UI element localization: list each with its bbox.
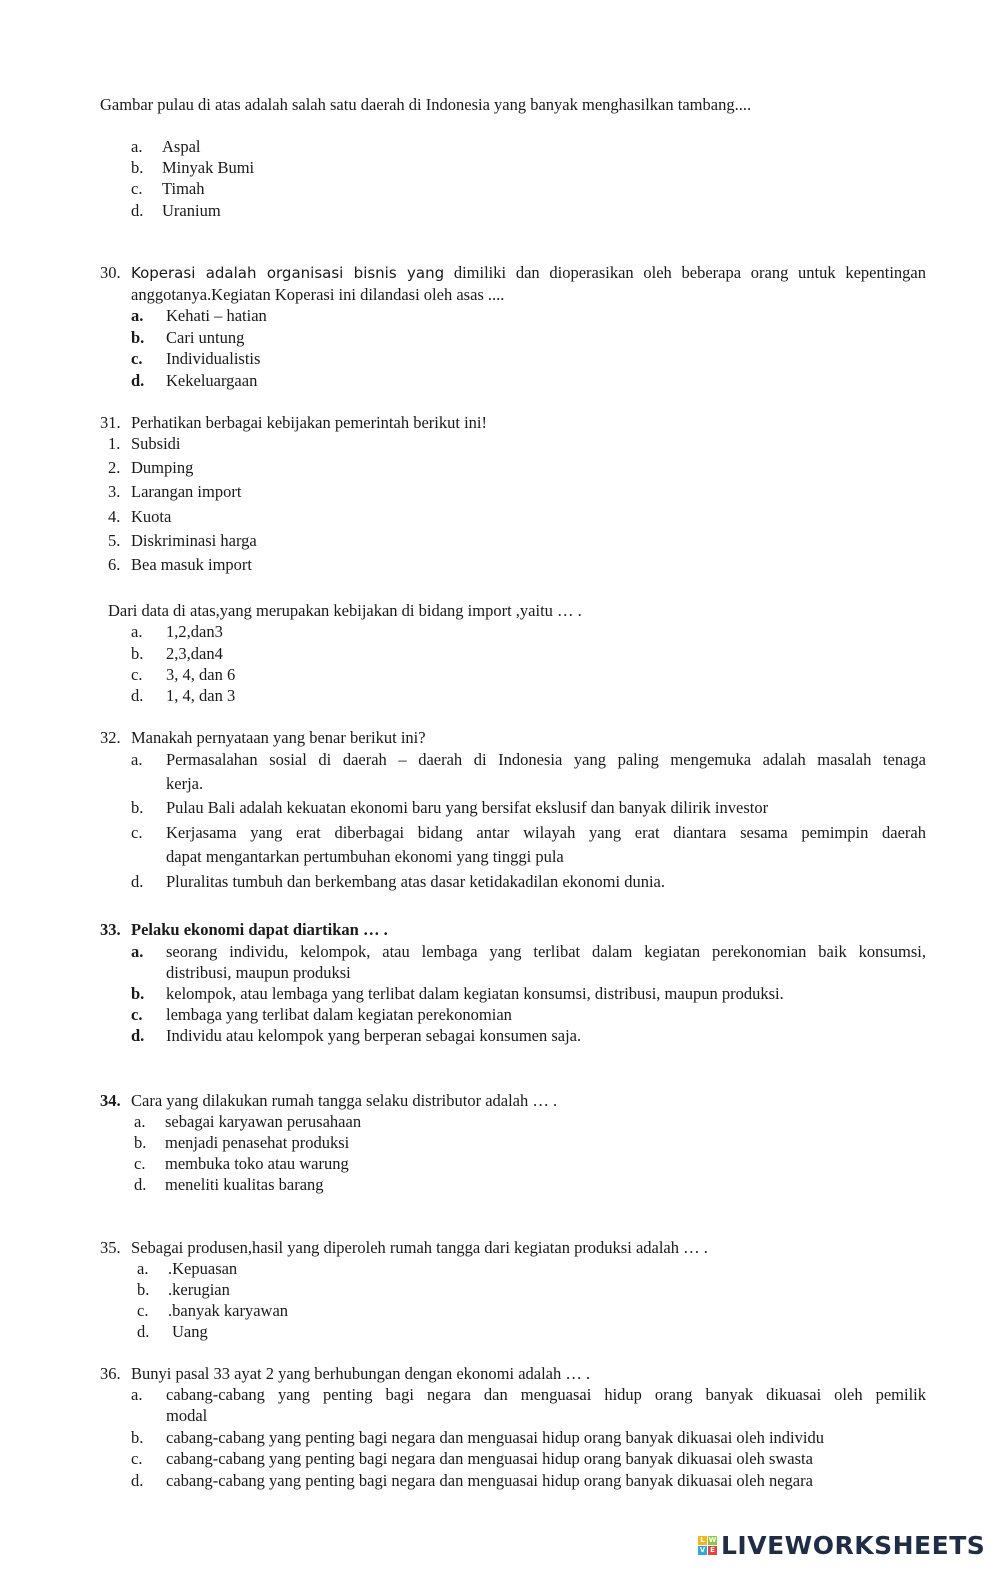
list-number: 1. bbox=[108, 434, 121, 453]
option-letter: a. bbox=[137, 1259, 149, 1278]
option-letter: b. bbox=[131, 158, 144, 177]
option-letter: a. bbox=[131, 1385, 143, 1404]
option-text[interactable]: Individualistis bbox=[166, 349, 261, 368]
question-stem-34: Cara yang dilakukan rumah tangga selaku distributor adalah … . bbox=[131, 1091, 558, 1110]
option-letter: b. bbox=[131, 798, 144, 817]
option-text[interactable]: .kerugian bbox=[168, 1280, 230, 1299]
list-number: 6. bbox=[108, 555, 121, 574]
option-text[interactable]: meneliti kualitas barang bbox=[165, 1175, 324, 1194]
option-text[interactable]: Pluralitas tumbuh dan berkembang atas dasar ketidakadilan ekonomi dunia. bbox=[166, 872, 665, 891]
question-stem-30-line2: anggotanya.Kegiatan Koperasi ini dilandasi oleh asas .... bbox=[131, 285, 505, 304]
option-text[interactable]: Uang bbox=[172, 1322, 208, 1341]
option-text[interactable]: cabang-cabang yang penting bagi negara dan menguasai hidup orang banyak dikuasai oleh negara bbox=[166, 1471, 813, 1490]
list-item: Subsidi bbox=[131, 434, 181, 453]
option-text[interactable]: Permasalahan sosial di daerah – daerah di Indonesia yang paling mengemuka adalah masalah tenaga bbox=[166, 750, 926, 769]
option-letter: a. bbox=[131, 137, 143, 156]
option-letter: d. bbox=[131, 1471, 144, 1490]
liveworksheets-logo bbox=[698, 1530, 985, 1560]
question-text-31: Dari data di atas,yang merupakan kebijakan di bidang import ,yaitu … . bbox=[108, 601, 582, 620]
option-letter: d. bbox=[134, 1175, 147, 1194]
option-text[interactable]: Kehati – hatian bbox=[166, 306, 267, 325]
option-letter: c. bbox=[137, 1301, 149, 1320]
question-number-30: 30. bbox=[100, 263, 121, 282]
option-text-cont[interactable]: modal bbox=[166, 1406, 208, 1425]
option-letter: b. bbox=[131, 328, 145, 347]
option-letter: a. bbox=[131, 622, 143, 641]
option-text[interactable]: Uranium bbox=[162, 201, 221, 220]
option-letter: a. bbox=[134, 1112, 146, 1131]
question-stem-33: Pelaku ekonomi dapat diartikan … . bbox=[131, 920, 388, 939]
option-letter: c. bbox=[131, 179, 143, 198]
question-stem-36: Bunyi pasal 33 ayat 2 yang berhubungan dengan ekonomi adalah … . bbox=[131, 1364, 591, 1383]
option-text[interactable]: Cari untung bbox=[166, 328, 245, 347]
logo-mark-cell: L bbox=[698, 1536, 707, 1545]
option-letter: b. bbox=[134, 1133, 147, 1152]
question-stem-35: Sebagai produsen,hasil yang diperoleh rumah tangga dari kegiatan produksi adalah … . bbox=[131, 1238, 708, 1257]
option-text[interactable]: .Kepuasan bbox=[168, 1259, 238, 1278]
option-text[interactable]: 2,3,dan4 bbox=[166, 644, 223, 663]
list-item: Larangan import bbox=[131, 482, 242, 501]
option-text[interactable]: Timah bbox=[162, 179, 205, 198]
question-stem-30 bbox=[131, 263, 926, 283]
option-letter: d. bbox=[131, 1026, 145, 1045]
question-stem-prev: Gambar pulau di atas adalah salah satu daerah di Indonesia yang banyak menghasilkan tambang.... bbox=[100, 95, 752, 114]
question-number-34: 34. bbox=[100, 1091, 121, 1110]
list-item: Dumping bbox=[131, 458, 194, 477]
option-text[interactable]: 1, 4, dan 3 bbox=[166, 686, 236, 705]
option-text[interactable]: Kerjasama yang erat diberbagai bidang antar wilayah yang erat diantara sesama pemimpin daerah bbox=[166, 823, 926, 842]
option-letter: b. bbox=[131, 1428, 144, 1447]
option-letter: d. bbox=[131, 201, 144, 220]
option-text-cont[interactable]: dapat mengantarkan pertumbuhan ekonomi yang tinggi pula bbox=[166, 847, 564, 866]
option-text[interactable]: Kekeluargaan bbox=[166, 371, 258, 390]
option-text[interactable]: kelompok, atau lembaga yang terlibat dalam kegiatan konsumsi, distribusi, maupun produksi. bbox=[166, 984, 784, 1003]
option-text[interactable]: Aspal bbox=[162, 137, 201, 156]
option-letter: b. bbox=[137, 1280, 150, 1299]
question-stem-30-sans: Koperasi adalah organisasi bisnis yang bbox=[131, 264, 445, 282]
logo-mark-cell: V bbox=[699, 1545, 706, 1554]
option-letter: c. bbox=[131, 1005, 143, 1024]
option-text[interactable]: cabang-cabang yang penting bagi negara dan menguasai hidup orang banyak dikuasai oleh individu bbox=[166, 1428, 824, 1447]
list-number: 5. bbox=[108, 531, 121, 550]
option-letter: a. bbox=[131, 750, 143, 769]
option-text[interactable]: sebagai karyawan perusahaan bbox=[165, 1112, 362, 1131]
list-number: 4. bbox=[108, 507, 121, 526]
option-letter: c. bbox=[134, 1154, 146, 1173]
list-number: 2. bbox=[108, 458, 121, 477]
question-number-31: 31. bbox=[100, 413, 121, 432]
list-item: Kuota bbox=[131, 507, 172, 526]
option-letter: c. bbox=[131, 665, 143, 684]
question-number-32: 32. bbox=[100, 728, 121, 747]
option-text[interactable]: menjadi penasehat produksi bbox=[165, 1133, 350, 1152]
option-letter: c. bbox=[131, 823, 143, 842]
logo-mark-cell: W bbox=[708, 1535, 717, 1544]
option-text[interactable]: Individu atau kelompok yang berperan sebagai konsumen saja. bbox=[166, 1026, 582, 1045]
option-text[interactable]: Pulau Bali adalah kekuatan ekonomi baru yang bersifat ekslusif dan banyak dilirik investor bbox=[166, 798, 769, 817]
option-text-cont[interactable]: distribusi, maupun produksi bbox=[166, 963, 351, 982]
option-letter: d. bbox=[131, 872, 144, 891]
option-letter: a. bbox=[131, 306, 144, 325]
option-text[interactable]: Minyak Bumi bbox=[162, 158, 255, 177]
option-text-cont[interactable]: kerja. bbox=[166, 774, 204, 793]
question-number-35: 35. bbox=[100, 1238, 121, 1257]
list-item: Diskriminasi harga bbox=[131, 531, 257, 550]
liveworksheets-logo-icon bbox=[698, 1536, 717, 1555]
logo-mark-cell: E bbox=[708, 1546, 717, 1555]
option-letter: d. bbox=[131, 686, 144, 705]
option-letter: d. bbox=[137, 1322, 150, 1341]
option-letter: d. bbox=[131, 371, 145, 390]
question-number-36: 36. bbox=[100, 1364, 121, 1383]
option-text[interactable]: 3, 4, dan 6 bbox=[166, 665, 236, 684]
option-text[interactable]: .banyak karyawan bbox=[168, 1301, 289, 1320]
list-item: Bea masuk import bbox=[131, 555, 252, 574]
question-stem-30-rest: dimiliki dan dioperasikan oleh beberapa orang untuk kepentingan bbox=[453, 263, 926, 282]
option-text[interactable]: 1,2,dan3 bbox=[166, 622, 223, 641]
liveworksheets-logo-text: LIVEWORKSHEETS bbox=[721, 1530, 986, 1560]
option-text[interactable]: cabang-cabang yang penting bagi negara dan menguasai hidup orang banyak dikuasai oleh swasta bbox=[166, 1449, 813, 1468]
option-letter: b. bbox=[131, 984, 145, 1003]
question-stem-31: Perhatikan berbagai kebijakan pemerintah berikut ini! bbox=[131, 413, 487, 432]
option-letter: a. bbox=[131, 942, 144, 961]
option-letter: c. bbox=[131, 349, 143, 368]
question-stem-32: Manakah pernyataan yang benar berikut ini? bbox=[131, 728, 426, 747]
question-number-33: 33. bbox=[100, 920, 121, 939]
option-text[interactable]: lembaga yang terlibat dalam kegiatan perekonomian bbox=[166, 1005, 512, 1024]
option-text[interactable]: seorang individu, kelompok, atau lembaga yang terlibat dalam kegiatan perekonomian baik konsumsi, bbox=[166, 942, 926, 961]
option-letter: c. bbox=[131, 1449, 143, 1468]
option-text[interactable]: membuka toko atau warung bbox=[165, 1154, 349, 1173]
list-number: 3. bbox=[108, 482, 121, 501]
option-letter: b. bbox=[131, 644, 144, 663]
option-text[interactable]: cabang-cabang yang penting bagi negara dan menguasai hidup orang banyak dikuasai oleh pemilik bbox=[166, 1385, 926, 1404]
